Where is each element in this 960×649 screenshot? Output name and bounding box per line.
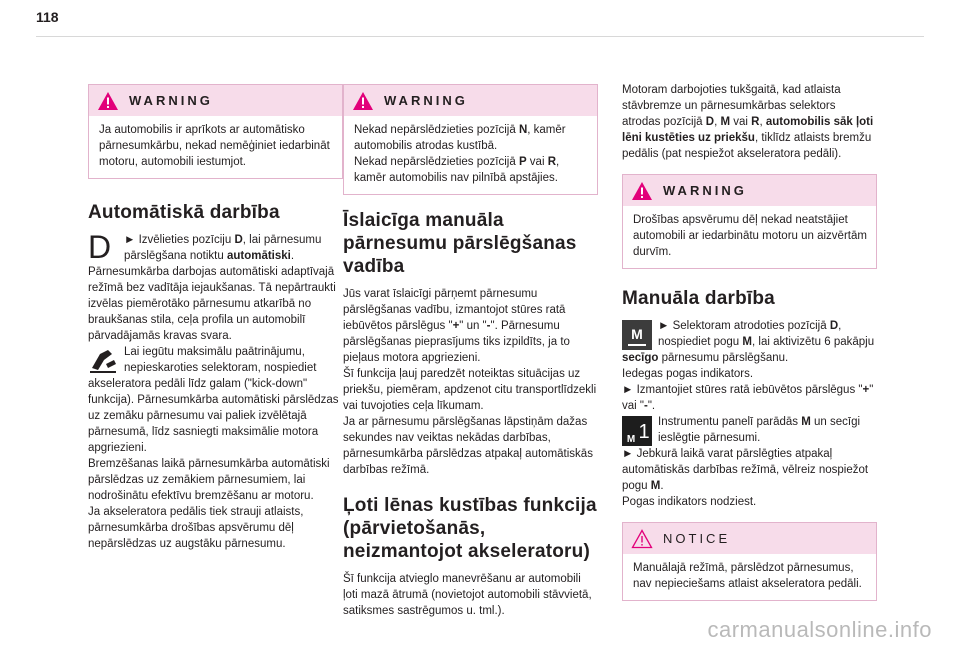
automatic-text <box>88 229 343 552</box>
text-span: ► Selektoram atrodoties pozīcijā <box>658 320 830 332</box>
paragraph <box>343 286 598 366</box>
text-span: Instrumentu panelī parādās <box>658 416 802 428</box>
instrument-line <box>622 414 877 446</box>
paragraph: Ja ar pārnesumu pārslēgšanas lāpstiņām dažas sekundes nav veiktas nekādas darbības, pārnesumkārba pārslēdzas atpakaļ automātiskās darbības režīmā. <box>343 416 593 476</box>
warning-text: Drošības apsvērumu dēļ nekad neatstājiet automobili ar iedarbinātu motoru un aizvērtām durvīm. <box>633 214 867 258</box>
text-span: ► Jebkurā laikā varat pārslēgties atpakaļ automātiskās darbības režīmā, vēlreiz nospiežot pogu <box>622 448 869 492</box>
indicator-line: Iedegas pogas indikators. <box>622 368 754 380</box>
page-number: 118 <box>36 9 59 25</box>
paragraph: Šī funkcija ļauj paredzēt noteiktas situācijas uz priekšu, piemēram, apdzenot citu transportlīdzekli vai tuvojoties ceļa līkumam. <box>343 368 597 412</box>
text-span: R <box>547 156 557 168</box>
warning-box <box>622 174 877 269</box>
text-span: M <box>720 116 731 128</box>
text-span: . <box>660 480 664 492</box>
warning-box <box>343 84 598 195</box>
warning-text <box>344 116 597 194</box>
text-span: vai <box>730 116 752 128</box>
text-span: un secīgi ieslēgtie pārnesumi. <box>658 416 861 444</box>
manual-text <box>622 318 877 510</box>
section-heading-creep: Ļoti lēnas kustības funkcija (pārvietošanās, neizmantojot akseleratoru) <box>343 495 597 562</box>
text-span: Jūs varat īslaicīgi pārņemt pārnesumu pārslēgšanas vadību, izmantojot stūres ratā iebūvētos pārslēgus " <box>343 288 566 332</box>
watermark-text: carmanualsonline.info <box>707 617 932 642</box>
text-span: , <box>714 116 721 128</box>
indicator-off-line: Pogas indikators nodziest. <box>622 496 757 508</box>
text-span: , <box>759 116 766 128</box>
d-position-icon: D <box>88 229 112 265</box>
warning-box <box>88 84 343 179</box>
paragraph <box>622 82 877 162</box>
text-span: ► Izvēlieties pozīciju <box>124 234 235 246</box>
text-span: , kamēr automobilis atrodas kustībā. <box>354 124 566 152</box>
text-span: , nospiediet pogu <box>658 320 842 348</box>
text-span: " vai " <box>622 384 874 412</box>
text-span: D <box>234 234 243 246</box>
warning-triangle-icon <box>631 181 653 201</box>
section-heading-temporary-manual: Īslaicīga manuāla pārnesumu pārslēgšanas vadība <box>343 210 577 277</box>
top-rule <box>36 36 924 37</box>
text-span: , lai aktivizētu 6 pakāpju <box>752 336 875 348</box>
text-span: " un " <box>459 320 487 332</box>
notice-header <box>623 523 876 554</box>
braking-paragraph: Bremzēšanas laikā pārnesumkārba automātiski pārslēdzas uz zemākiem pārnesumiem, lai nodrošinātu efektīvu bremzēšanu ar motoru. <box>88 458 330 502</box>
column-1 <box>88 84 343 552</box>
text-span: M <box>801 416 811 428</box>
text-span: , lai pārnesumu pārslēgšana notiktu <box>124 234 322 262</box>
warning-text: Ja automobilis ir aprīkots ar automātisko pārnesumkārbu, nekad nemēģiniet iedarbināt motoru, automobili iestumjot. <box>99 124 330 168</box>
warning-title: WARNING <box>663 183 747 198</box>
text-span: N <box>518 124 528 136</box>
text-span: M <box>742 336 752 348</box>
text-span: - <box>486 320 491 332</box>
warning-title: WARNING <box>384 93 468 108</box>
accelerator-pedal-icon <box>88 346 118 374</box>
text-span: . Pārnesumkārba darbojas automātiski adaptīvajā režīmā bez vadītāja iejaukšanas. Tā nepārtraukti izvēlas piemērotāko pārnesumu atkarībā no braukšanas stila, ceļa profila un automobilī pārvadājamās kravas svara. <box>88 250 336 342</box>
notice-box <box>622 522 877 601</box>
text-span: D <box>705 116 715 128</box>
column-3 <box>622 82 877 615</box>
instrument-m-gear-icon <box>622 416 652 446</box>
text-span: Nekad nepārslēdzieties pozīcijā <box>354 124 519 136</box>
notice-title: NOTICE <box>663 531 731 546</box>
warning-header <box>344 85 597 116</box>
kickdown-paragraph <box>88 344 343 456</box>
warning-triangle-icon <box>352 91 374 111</box>
text-span: automobilis sāk ļoti lēni kustēties uz priekšu <box>622 116 874 144</box>
warning-header <box>89 85 342 116</box>
release-paragraph: Ja akseleratora pedālis tiek strauji atlaists, pārnesumkārba drošības apsvērumu dēļ nepārslēdzas uz augstāku pārnesumu. <box>88 506 304 550</box>
column-2 <box>343 84 598 619</box>
text-span: + <box>862 384 870 396</box>
section-heading-automatic: Automātiskā darbība <box>88 202 280 223</box>
text-span: , kamēr automobilis nav pilnībā apstājies. <box>354 156 560 184</box>
text-span: D <box>829 320 839 332</box>
section-heading-manual: Manuāla darbība <box>622 288 775 309</box>
instrument-gear-digit: 1 <box>638 421 650 443</box>
m-button-letter: M <box>631 326 643 342</box>
text-span: vai <box>526 156 548 168</box>
text-span: M <box>650 480 661 492</box>
text-span: R <box>751 116 760 128</box>
warning-header <box>623 175 876 206</box>
paddles-line <box>622 382 877 414</box>
text-span: ". Pārnesumu pārslēgšanas pieprasījums tiks izpildīts, ja to pieļaus motora apgriezieni. <box>343 320 570 364</box>
notice-triangle-icon <box>631 529 653 549</box>
text-span: Lai iegūtu maksimālu paātrinājumu, nepieskaroties selektoram, nospiediet akseleratora pedāli līdz galam ("kick-down" funkcija). Pārnesumkārba automātiski pārslēdzas uz zemāku pārnesumu vai paliek izvēlētajā pārnesumā, līdz sasniegti maksimālie motora apgriezieni. <box>88 346 339 454</box>
text-span: secīgo <box>622 352 659 364</box>
warning-title: WARNING <box>129 93 213 108</box>
instrument-m-letter: M <box>626 434 636 445</box>
text-span: , tiklīdz atlaists bremžu pedālis (pat nespiežot akseleratora pedāli). <box>622 132 872 160</box>
notice-text: Manuālajā režīmā, pārslēdzot pārnesumus, nav nepieciešams atlaist akseleratora pedāli. <box>633 562 862 590</box>
text-span: pārnesumu pārslēgšanu. <box>658 352 789 364</box>
text-span: Motoram darbojoties tukšgaitā, kad atlaista stāvbremze un pārnesumkārbas selektors atrodas pozīcijā <box>622 84 841 128</box>
text-span: Nekad nepārslēdzieties pozīcijā <box>354 156 519 168</box>
m-button-icon <box>622 320 652 350</box>
text-span: ► Izmantojiet stūres ratā iebūvētos pārslēgus " <box>622 384 863 396</box>
text-span: ". <box>647 400 656 412</box>
text-span: - <box>643 400 648 412</box>
warning-triangle-icon <box>97 91 119 111</box>
text-span: automātiski <box>226 250 291 262</box>
text-span: + <box>452 320 460 332</box>
paragraph: Šī funkcija atvieglo manevrēšanu ar automobili ļoti mazā ātrumā (novietojot automobili stāvvietā, satiksmes sastrēgumos u. tml.). <box>343 573 592 617</box>
text-span: P <box>518 156 527 168</box>
return-line <box>622 446 877 494</box>
